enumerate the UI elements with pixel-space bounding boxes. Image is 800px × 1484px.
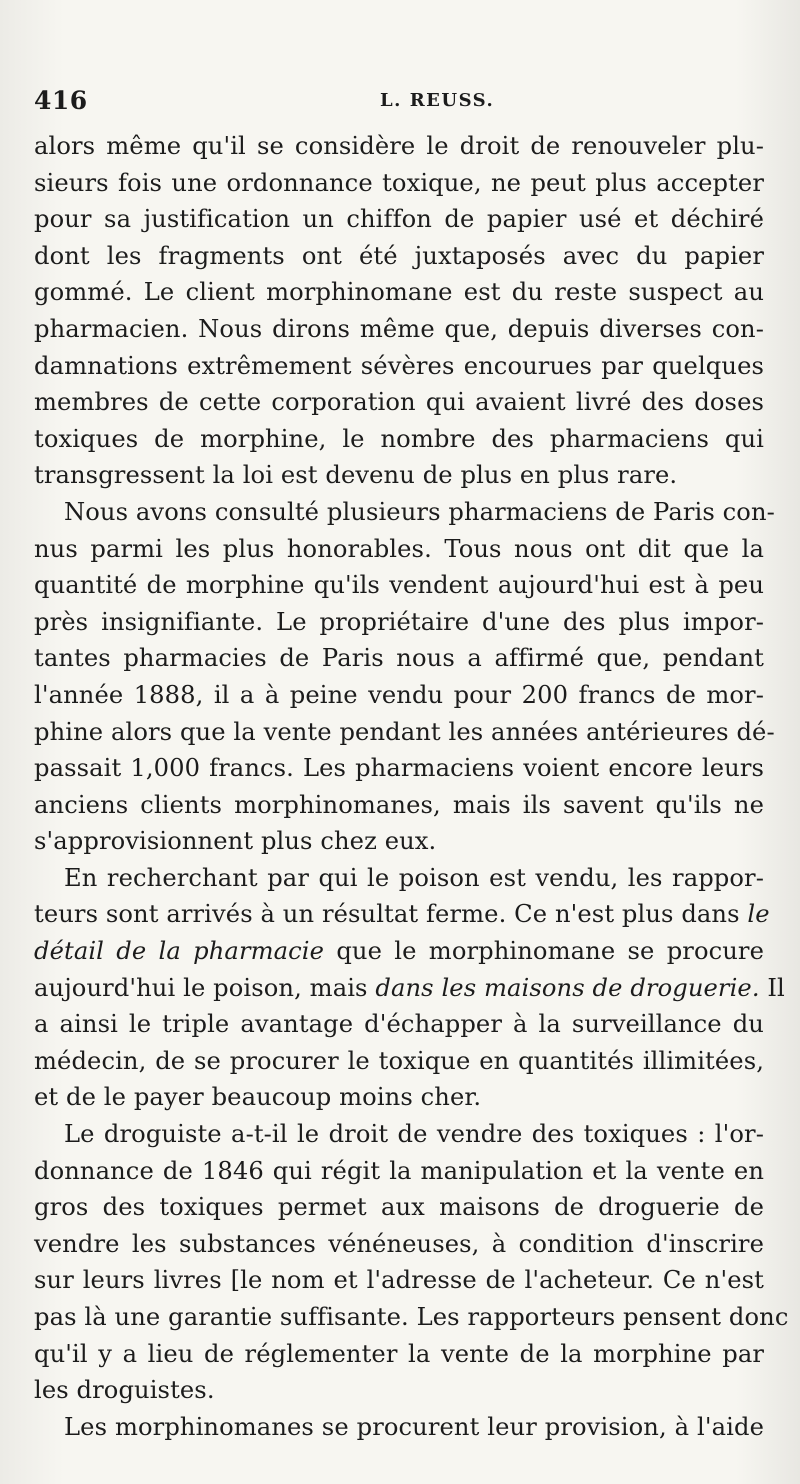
text-segment: les droguistes.: [34, 1376, 215, 1405]
text-segment: près insignifiante. Le propriétaire d'une des plus impor-: [34, 607, 764, 636]
italic-text: le: [747, 900, 770, 929]
text-line: [34, 1153, 764, 1190]
text-segment: transgressent la loi est devenu de plus en plus rare.: [34, 461, 678, 490]
text-segment: alors même qu'il se considère le droit de renouveler plu-: [34, 132, 764, 160]
text-segment: Le droguiste a-t-il le droit de vendre des toxiques : l'or-: [64, 1120, 764, 1149]
text-segment: s'approvisionnent plus chez eux.: [34, 827, 437, 856]
text-segment: vendre les substances vénéneuses, à condition d'inscrire: [34, 1229, 764, 1258]
text-line: [34, 274, 764, 311]
text-line: [34, 128, 764, 165]
italic-text: dans les maisons de droguerie.: [375, 973, 760, 1002]
text-line: [34, 750, 764, 787]
text-line: [34, 1226, 764, 1263]
body-text: [34, 128, 789, 1445]
text-line: [34, 1336, 764, 1373]
text-line: [34, 1189, 764, 1226]
italic-text: détail de la pharmacie: [34, 937, 325, 966]
text-line: [34, 1116, 764, 1153]
text-segment: tantes pharmacies de Paris nous a affirmé que, pendant: [34, 644, 764, 673]
text-segment: Il: [759, 973, 785, 1002]
text-segment: nus parmi les plus honorables. Tous nous ont dit que la: [34, 534, 764, 563]
text-segment: pas là une garantie suffisante. Les rapporteurs pensent donc: [34, 1303, 789, 1331]
text-line: [34, 165, 764, 202]
text-line: [34, 494, 775, 531]
text-line: [34, 238, 764, 275]
text-segment: médecin, de se procurer le toxique en quantités illimitées,: [34, 1046, 764, 1075]
page-number: 416: [34, 86, 88, 115]
text-segment: membres de cette corporation qui avaient livré des doses: [34, 388, 764, 417]
text-segment: pour sa justification un chiffon de papier usé et déchiré: [34, 205, 764, 234]
text-line: [34, 640, 764, 677]
text-segment: que le morphinomane se procure: [324, 937, 765, 966]
text-segment: gommé. Le client morphinomane est du reste suspect au: [34, 278, 764, 307]
text-segment: anciens clients morphinomanes, mais ils savent qu'ils ne: [34, 790, 764, 819]
text-segment: quantité de morphine qu'ils vendent aujourd'hui est à peu: [34, 571, 764, 600]
text-segment: aujourd'hui le poison, mais: [34, 973, 376, 1002]
text-segment: pharmacien. Nous dirons même que, depuis diverses con-: [34, 314, 764, 343]
text-segment: teurs sont arrivés à un résultat ferme. Ce n'est plus dans: [34, 900, 748, 929]
text-segment: toxiques de morphine, le nombre des pharmaciens qui: [34, 424, 764, 453]
text-segment: Nous avons consulté plusieurs pharmaciens de Paris con-: [64, 497, 775, 526]
text-line: [34, 1262, 764, 1299]
text-line: [34, 787, 764, 824]
text-line: [34, 457, 764, 494]
text-line: [34, 1409, 764, 1446]
text-line: [34, 677, 764, 714]
text-line: [34, 421, 764, 458]
text-line: [34, 311, 764, 348]
page-header: [34, 86, 764, 122]
text-segment: qu'il y a lieu de réglementer la vente de la morphine par: [34, 1339, 764, 1368]
text-segment: passait 1,000 francs. Les pharmaciens voient encore leurs: [34, 754, 764, 783]
text-line: [34, 823, 764, 860]
text-segment: donnance de 1846 qui régit la manipulation et la vente en: [34, 1156, 764, 1185]
text-line: [34, 860, 764, 897]
text-segment: damnations extrêmement sévères encourues par quelques: [34, 351, 764, 380]
text-segment: sur leurs livres [le nom et l'adresse de l'acheteur. Ce n'est: [34, 1266, 764, 1295]
text-segment: En recherchant par qui le poison est vendu, les rappor-: [64, 863, 764, 892]
text-line: [34, 201, 764, 238]
text-line: [34, 567, 764, 604]
text-line: [34, 1372, 764, 1409]
text-segment: gros des toxiques permet aux maisons de droguerie de: [34, 1193, 764, 1222]
text-line: [34, 604, 764, 641]
text-segment: l'année 1888, il a à peine vendu pour 200 francs de mor-: [34, 680, 764, 709]
text-line: [34, 531, 764, 568]
text-line: [34, 714, 775, 751]
text-segment: sieurs fois une ordonnance toxique, ne peut plus accepter: [34, 168, 764, 197]
text-line: [34, 970, 785, 1007]
running-head: L. REUSS.: [380, 90, 495, 111]
text-line: [34, 348, 764, 385]
text-line: [34, 896, 770, 933]
text-segment: et de le payer beaucoup moins cher.: [34, 1083, 482, 1112]
text-segment: dont les fragments ont été juxtaposés avec du papier: [34, 241, 764, 270]
text-line: [34, 1299, 789, 1336]
text-line: [34, 1079, 764, 1116]
text-segment: Les morphinomanes se procurent leur provision, à l'aide: [64, 1412, 764, 1441]
text-line: [34, 1043, 764, 1080]
text-line: [34, 384, 764, 421]
text-line: [34, 933, 764, 970]
text-segment: phine alors que la vente pendant les années antérieures dé-: [34, 717, 775, 746]
text-line: [34, 1006, 764, 1043]
text-segment: a ainsi le triple avantage d'échapper à la surveillance du: [34, 1010, 764, 1039]
